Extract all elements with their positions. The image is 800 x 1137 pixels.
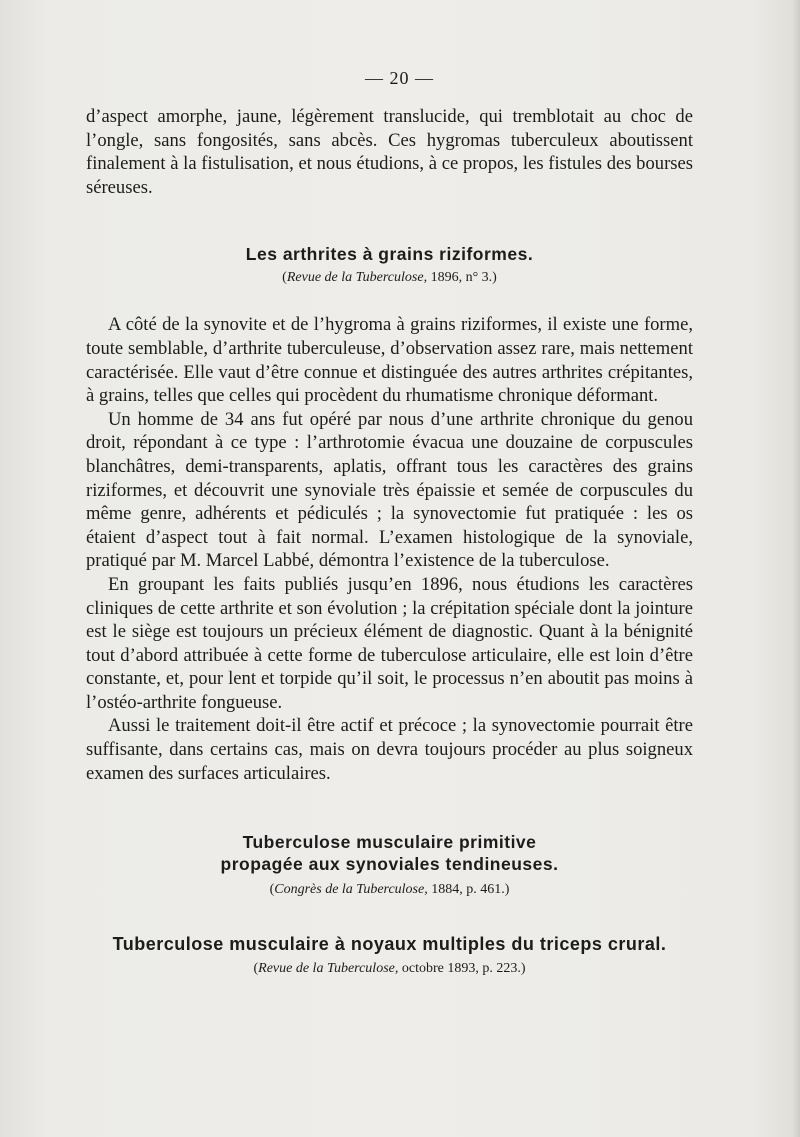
- reference-journal: Revue de la Tuberculose,: [286, 270, 428, 286]
- reference-open: (: [253, 961, 259, 977]
- page-number: — 20 —: [365, 68, 434, 88]
- reference-details: 1884, p. 461.): [427, 882, 510, 898]
- paragraph-4: Aussi le traitement doit-il être actif et précoce ; la synovectomie pourrait être suffisante, dans certains cas, mais on devra toujours procéder au plus soigneux examen des surfaces articulaires.: [86, 715, 693, 784]
- reference-open: (: [282, 270, 287, 286]
- page-content: [86, 68, 693, 978]
- reference-journal: Congrès de la Tuberculose,: [274, 882, 428, 898]
- title-line-2: propagée aux synoviales tendineuses.: [220, 854, 559, 875]
- section-reference-arthrites: [86, 269, 693, 287]
- section-reference-tuberculose-primitive: [86, 881, 693, 899]
- title-line-1: Tuberculose musculaire primitive: [242, 832, 537, 853]
- page-edge-shadow: [792, 0, 800, 1137]
- section-title-arthrites: Les arthrites à grains riziformes.: [245, 244, 534, 265]
- section-title-triceps-crural: Tuberculose musculaire à noyaux multiples du triceps crural.: [112, 934, 667, 955]
- paragraph-3: En groupant les faits publiés jusqu’en 1896, nous étudions les caractères cliniques de cette arthrite et son évolution ; la crépitation spéciale dont la jointure est le siège est toujours un précieux élément de diagnostic. Quant à la bénignité tout d’abord attribuée à cette forme de tuberculose articulaire, elle est loin d’être constante, et, pour lent et torpide qu’il soit, le processus n’en aboutit pas moins à l’ostéo-arthrite fongueuse.: [86, 573, 693, 713]
- section-reference-triceps-crural: [86, 960, 693, 978]
- reference-journal: Revue de la Tuberculose,: [258, 961, 399, 977]
- paragraph-2: Un homme de 34 ans fut opéré par nous d’une arthrite chronique du genou droit, répondant à ce type : l’arthrotomie évacua une douzaine de corpuscules blanchâtres, demi-transparents, aplatis, offrant tous les caractères des grains riziformes, et découvrit une synoviale très épaissie et semée de corpuscules du même genre, adhérents et pédiculés ; la synovectomie fut pratiquée : les os étaient d’aspect tout à fait normal. L’examen histologique de la synoviale, pratiqué par M. Marcel Labbé, démontra l’existence de la tuberculose.: [86, 408, 693, 572]
- reference-details: 1896, n° 3.): [427, 270, 497, 286]
- intro-paragraph: d’aspect amorphe, jaune, légèrement translucide, qui tremblotait au choc de l’ongle, sans fongosités, sans abcès. Ces hygromas tuberculeux aboutissent finalement à la fistulisation, et nous étudions, à ce propos, les fistules des bourses séreuses.: [86, 106, 693, 198]
- reference-details: octobre 1893, p. 223.): [398, 961, 526, 977]
- reference-open: (: [269, 882, 275, 898]
- section-title-tuberculose-primitive: [86, 831, 693, 875]
- paragraph-1: A côté de la synovite et de l’hygroma à grains riziformes, il existe une forme, toute semblable, d’arthrite tuberculeuse, d’observation assez rare, mais nettement caractérisée. Elle vaut d’être connue et distinguée des autres arthrites crépitantes, à grains, telles que celles qui procèdent du rhumatisme chronique déformant.: [86, 314, 693, 407]
